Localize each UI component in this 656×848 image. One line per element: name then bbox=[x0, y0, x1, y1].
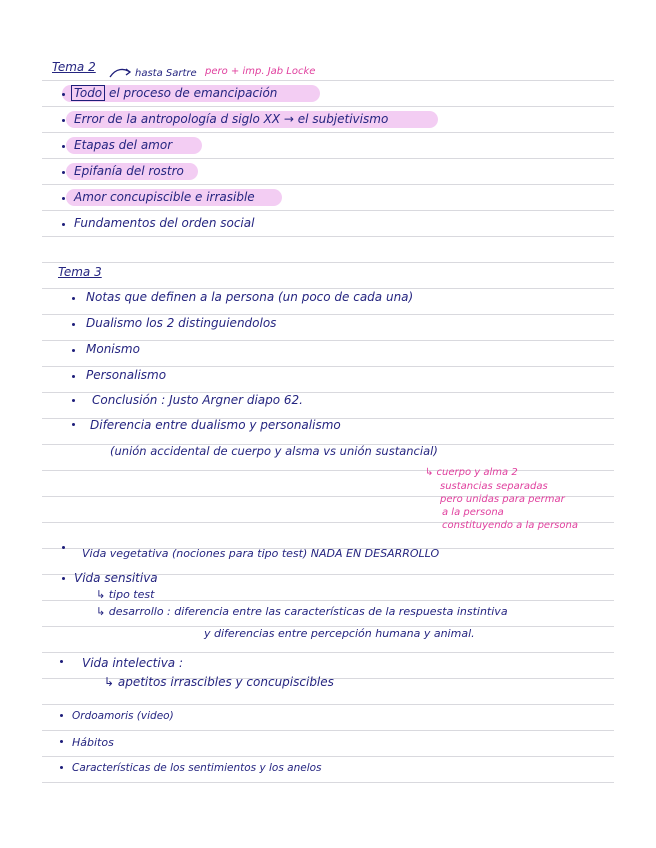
bullet bbox=[60, 714, 63, 717]
curved-arrow-icon bbox=[108, 66, 134, 80]
tema3-pink-note-5: constituyendo a la persona bbox=[442, 520, 578, 531]
vida-item-9: Hábitos bbox=[72, 736, 114, 749]
vida-item-10: Características de los sentimientos y los anelos bbox=[72, 762, 322, 774]
bullet bbox=[72, 399, 75, 402]
tema3-item-4: Personalismo bbox=[86, 368, 167, 382]
tema3-pink-note-1: ↳ cuerpo y alma 2 bbox=[425, 467, 518, 478]
tema3-heading: Tema 3 bbox=[58, 265, 102, 279]
boxed-word: Todo bbox=[71, 85, 105, 101]
tema3-pink-note-4: a la persona bbox=[442, 507, 504, 518]
bullet bbox=[62, 145, 65, 148]
tema2-heading: Tema 2 bbox=[52, 60, 96, 74]
vida-item-1: Vida vegetativa (nociones para tipo test) NADA EN DESARROLLO bbox=[82, 547, 440, 560]
bullet bbox=[62, 223, 65, 226]
tema3-subline: (unión accidental de cuerpo y alsma vs unión sustancial) bbox=[110, 444, 438, 458]
vida-item-6: Vida intelectiva : bbox=[82, 656, 184, 670]
vida-item-8: Ordoamoris (video) bbox=[72, 710, 174, 722]
tema3-item-2: Dualismo los 2 distinguiendolos bbox=[86, 316, 277, 330]
bullet bbox=[72, 349, 75, 352]
bullet bbox=[60, 766, 63, 769]
bullet bbox=[60, 740, 63, 743]
tema2-pink-note: pero + imp. Jab Locke bbox=[205, 66, 316, 77]
vida-item-3: ↳ tipo test bbox=[96, 588, 155, 601]
tema3-item-3: Monismo bbox=[86, 342, 140, 356]
vida-item-5: y diferencias entre percepción humana y animal. bbox=[204, 627, 475, 640]
bullet bbox=[72, 423, 75, 426]
tema2-item-1: Todo el proceso de emancipación bbox=[71, 86, 277, 101]
tema3-pink-note-3: pero unidas para permar bbox=[440, 494, 565, 505]
bullet bbox=[62, 171, 65, 174]
tema2-item-2: Error de la antropología d siglo XX → el subjetivismo bbox=[74, 112, 389, 126]
bullet bbox=[60, 660, 63, 663]
tema3-pink-note-2: sustancias separadas bbox=[440, 481, 548, 492]
tema3-item-1: Notas que definen a la persona (un poco de cada una) bbox=[86, 290, 414, 304]
bullet bbox=[62, 197, 65, 200]
tema2-arrow-note: hasta Sartre bbox=[135, 68, 197, 79]
vida-item-7: ↳ apetitos irrascibles y concupiscibles bbox=[104, 675, 334, 689]
vida-item-2: Vida sensitiva bbox=[74, 571, 158, 585]
bullet bbox=[72, 375, 75, 378]
bullet bbox=[62, 93, 65, 96]
bullet bbox=[72, 323, 75, 326]
bullet bbox=[62, 119, 65, 122]
tema2-item-6: Fundamentos del orden social bbox=[74, 216, 255, 230]
tema2-item-5: Amor concupiscible e irrasible bbox=[74, 190, 255, 204]
bullet bbox=[62, 546, 65, 549]
tema3-item-6: Diferencia entre dualismo y personalismo bbox=[90, 418, 341, 432]
vida-item-4: ↳ desarrollo : diferencia entre las características de la respuesta instintiva bbox=[96, 605, 508, 618]
tema2-item-3: Etapas del amor bbox=[74, 138, 173, 152]
bullet bbox=[62, 577, 65, 580]
bullet bbox=[72, 297, 75, 300]
tema3-item-5: Conclusión : Justo Argner diapo 62. bbox=[92, 393, 303, 407]
tema2-item-4: Epifanía del rostro bbox=[74, 164, 184, 178]
